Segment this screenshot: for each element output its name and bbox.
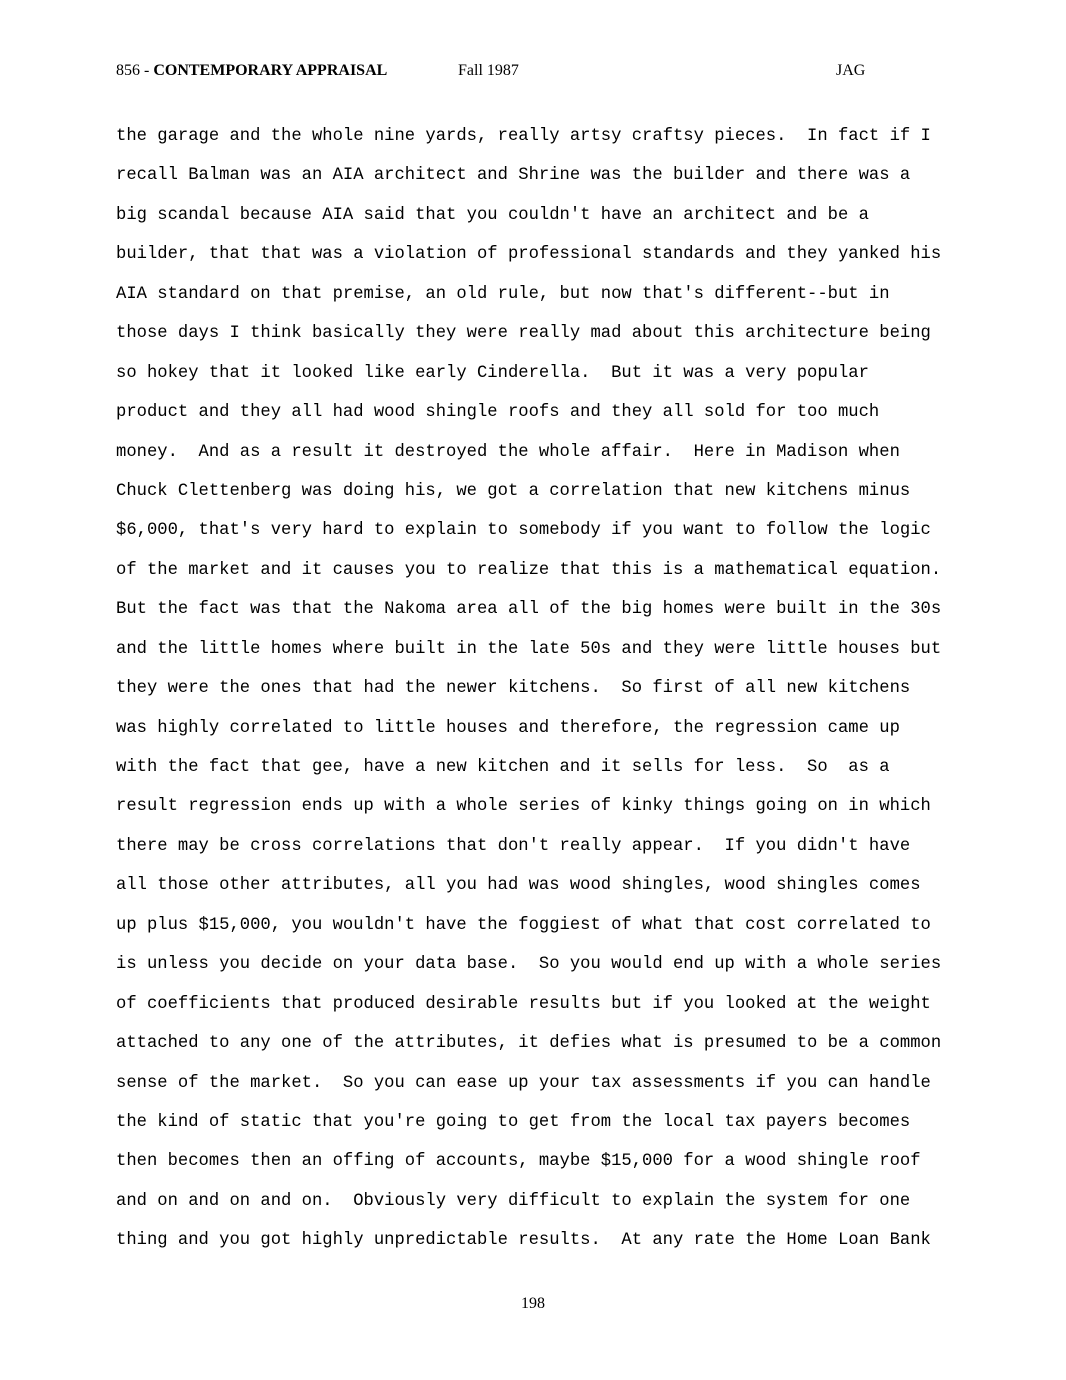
text-line: AIA standard on that premise, an old rule, but now that's different--but in xyxy=(116,284,890,304)
text-line: big scandal because AIA said that you couldn't have an architect and be a xyxy=(116,205,869,225)
page-footer xyxy=(0,1295,1066,1313)
text-line: then becomes then an offing of accounts, maybe $15,000 for a wood shingle roof xyxy=(116,1152,921,1172)
text-line: and the little homes where built in the late 50s and they were little houses but xyxy=(116,639,942,659)
text-line: of coefficients that produced desirable results but if you looked at the weight xyxy=(116,994,931,1014)
course-heading xyxy=(116,62,387,80)
text-line: product and they all had wood shingle roofs and they all sold for too much xyxy=(116,403,880,423)
text-line: all those other attributes, all you had was wood shingles, wood shingles comes xyxy=(116,876,921,896)
author-initials: JAG xyxy=(836,62,866,79)
text-line: the kind of static that you're going to get from the local tax payers becomes xyxy=(116,1112,911,1132)
text-line: result regression ends up with a whole series of kinky things going on in which xyxy=(116,797,931,817)
transcript-body xyxy=(116,117,1016,1261)
text-line: was highly correlated to little houses and therefore, the regression came up xyxy=(116,718,900,738)
text-line: thing and you got highly unpredictable results. At any rate the Home Loan Bank xyxy=(116,1231,931,1251)
page-number: 198 xyxy=(521,1295,545,1312)
text-line: attached to any one of the attributes, it defies what is presumed to be a common xyxy=(116,1034,942,1054)
text-line: sense of the market. So you can ease up your tax assessments if you can handle xyxy=(116,1073,931,1093)
text-line: they were the ones that had the newer kitchens. So first of all new kitchens xyxy=(116,679,911,699)
text-line: so hokey that it looked like early Cinderella. But it was a very popular xyxy=(116,363,869,383)
text-line: and on and on and on. Obviously very difficult to explain the system for one xyxy=(116,1191,911,1211)
term-label: Fall 1987 xyxy=(458,62,519,79)
text-line: those days I think basically they were really mad about this architecture being xyxy=(116,324,931,344)
text-line: the garage and the whole nine yards, really artsy craftsy pieces. In fact if I xyxy=(116,127,931,146)
text-line: with the fact that gee, have a new kitchen and it sells for less. So as a xyxy=(116,758,890,777)
text-line: builder, that that was a violation of professional standards and they yanked his xyxy=(116,245,942,265)
text-line: money. And as a result it destroyed the whole affair. Here in Madison when xyxy=(116,442,900,462)
text-line: there may be cross correlations that don't really appear. If you didn't have xyxy=(116,836,911,856)
text-line: $6,000, that's very hard to explain to somebody if you want to follow the logic xyxy=(116,521,931,541)
text-line: But the fact was that the Nakoma area all of the big homes were built in the 30s xyxy=(116,600,942,620)
page-header xyxy=(0,62,1066,86)
text-line: up plus $15,000, you wouldn't have the foggiest of what that cost correlated to xyxy=(116,915,931,935)
text-line: recall Balman was an AIA architect and Shrine was the builder and there was a xyxy=(116,166,911,186)
text-line: Chuck Clettenberg was doing his, we got a correlation that new kitchens minus xyxy=(116,481,911,501)
text-line: is unless you decide on your data base. So you would end up with a whole series xyxy=(116,955,942,975)
text-line: of the market and it causes you to realize that this is a mathematical equation. xyxy=(116,560,942,580)
course-number: 856 - xyxy=(116,62,154,79)
course-title: CONTEMPORARY APPRAISAL xyxy=(153,62,388,79)
